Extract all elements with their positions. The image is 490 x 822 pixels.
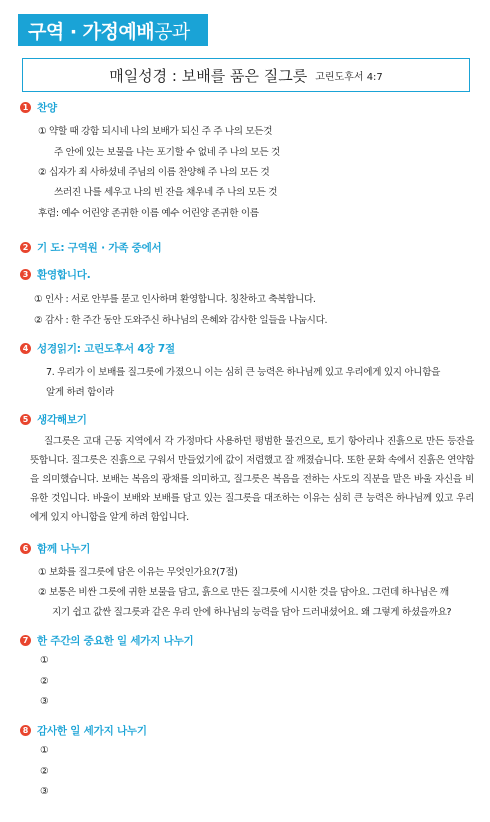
section-title: 감사한 일 세가지 나누기 xyxy=(37,725,147,737)
section-title: 찬양 xyxy=(37,102,57,114)
hymn-verse2-line1: ② 십자가 죄 사하셨네 주님의 이름 찬양해 주 나의 모든 것 xyxy=(38,167,270,178)
welcome-thanks: ② 감사 : 한 주간 동안 도와주신 하나님의 은혜와 감사한 일들을 나눕시다. xyxy=(34,315,328,326)
reflection-paragraph: 질그릇은 고대 근동 지역에서 각 가정마다 사용하던 평범한 물건으로, 토기 항아리나 진흙으로 만든 등잔을 뜻합니다. 질그릇은 진흙으로 구워서 만들었기에 값이 저렴했고 잘 깨졌습니다. 또한 문화 속에서 진흙은 연약함을 의미했습니다. 보배는 복음의 광채를 의미하고, 질그릇은 복음을 전하는 사도의 직분을 맡은 바울 자신을 비유한 것입니다. 바울이 보배와 보배를 담고 있는 질그릇을 대조하는 이유는 심히 큰 능력은 하나님께 있고 우리에게 있지 아니함을 알게 하려 함입니다. xyxy=(30,436,474,523)
section-title: 함께 나누기 xyxy=(37,543,91,555)
section-number-badge: 2 xyxy=(20,242,31,253)
lesson-title xyxy=(23,59,469,91)
section-4-header xyxy=(20,341,175,356)
lesson-title-reference: 고린도후서 4:7 xyxy=(315,71,383,83)
hymn-verse1-line1: ① 약할 때 강함 되시네 나의 보배가 되신 주 주 나의 모든것 xyxy=(38,126,273,137)
section-number-badge: 7 xyxy=(20,635,31,646)
section-title: 성경읽기: 고린도후서 4장 7절 xyxy=(37,343,175,355)
section-number-badge: 5 xyxy=(20,414,31,425)
blank-item-1: ① xyxy=(40,745,49,756)
section-number-badge: 6 xyxy=(20,543,31,554)
section-title: 기 도: 구역원 · 가족 중에서 xyxy=(37,242,162,254)
hymn-verse2-line2: 쓰러진 나를 세우고 나의 빈 잔을 채우네 주 나의 모든 것 xyxy=(54,187,278,198)
blank-item-1: ① xyxy=(40,655,49,666)
blank-item-2: ② xyxy=(40,676,49,687)
lesson-title-box xyxy=(22,58,470,92)
blank-item-3: ③ xyxy=(40,786,49,797)
section-title: 생각해보기 xyxy=(37,414,87,426)
sharing-question-2-line2: 지기 쉽고 값싼 질그릇과 같은 우리 안에 하나님의 능력을 담아 드러내셨어요. 왜 그렇게 하셨을까요? xyxy=(52,607,452,618)
banner-title-light: 공과 xyxy=(154,21,190,43)
banner-title xyxy=(28,17,190,44)
section-title: 환영합니다. xyxy=(37,269,91,281)
blank-item-3: ③ xyxy=(40,696,49,707)
hymn-verse1-line2: 주 안에 있는 보물을 나는 포기할 수 없네 주 나의 모든 것 xyxy=(54,147,280,158)
scripture-line2: 알게 하려 함이라 xyxy=(46,387,114,398)
section-number-badge: 3 xyxy=(20,269,31,280)
sharing-question-1: ① 보화를 질그릇에 담은 이유는 무엇인가요?(7절) xyxy=(38,567,238,578)
scripture-line1: 7. 우리가 이 보배를 질그릇에 가졌으니 이는 심히 큰 능력은 하나님께 있고 우리에게 있지 아니함을 xyxy=(46,367,441,378)
section-3-header xyxy=(20,267,91,282)
section-2-header xyxy=(20,240,162,255)
sharing-question-2-line1: ② 보통은 비싼 그릇에 귀한 보물을 담고, 흙으로 만든 질그릇에 시시한 것을 담아요. 그런데 하나님은 깨 xyxy=(38,587,449,598)
section-6-header xyxy=(20,541,90,556)
lesson-title-main: 매일성경 : 보배를 품은 질그릇 xyxy=(109,66,308,85)
hymn-chorus: 후렴: 예수 어린양 존귀한 이름 예수 어린양 존귀한 이름 xyxy=(38,208,259,219)
section-1-header xyxy=(20,100,57,115)
section-title: 한 주간의 중요한 일 세가지 나누기 xyxy=(37,635,194,647)
section-number-badge: 4 xyxy=(20,343,31,354)
section-number-badge: 8 xyxy=(20,725,31,736)
blank-item-2: ② xyxy=(40,766,49,777)
section-number-badge: 1 xyxy=(20,102,31,113)
section-8-header xyxy=(20,723,147,738)
section-7-header xyxy=(20,633,193,648)
welcome-greeting: ① 인사 : 서로 안부를 묻고 인사하며 환영합니다. 칭찬하고 축복합니다. xyxy=(34,294,316,305)
section-5-header xyxy=(20,412,87,427)
banner-title-bold: 구역 · 가정예배 xyxy=(28,21,155,43)
